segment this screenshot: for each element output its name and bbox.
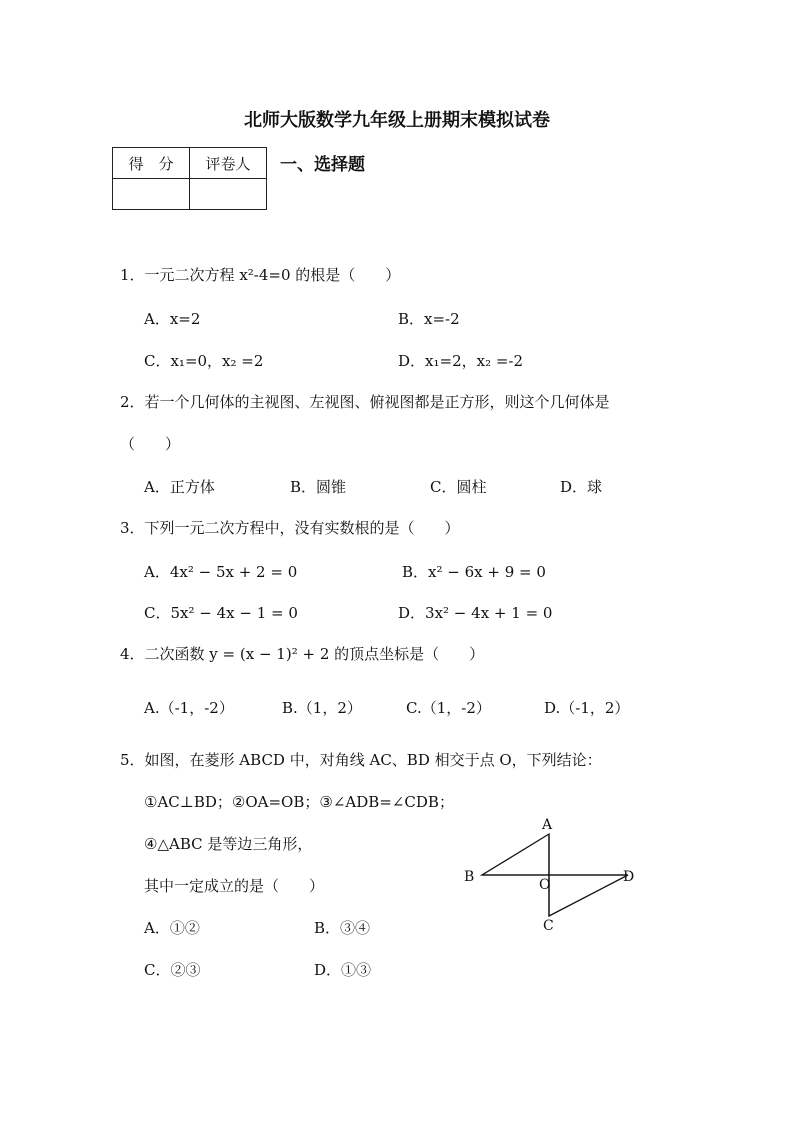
q3-option-a[interactable]: A．4x² − 5x + 2 = 0 [144, 563, 298, 581]
q1-option-a[interactable]: A．x=2 [144, 310, 201, 328]
q5-statements-2: ④△ABC 是等边三角形， [144, 835, 313, 853]
q4-stem: 4．二次函数 y = (x − 1)² + 2 的顶点坐标是（ ） [120, 645, 485, 663]
q1-stem-a: 1．一元二次方程 [120, 266, 240, 284]
q2-stem: 2．若一个几何体的主视图、左视图、俯视图都是正方形，则这个几何体是 [120, 393, 610, 411]
score-cell[interactable] [113, 179, 190, 210]
grader-header: 评卷人 [190, 148, 267, 179]
q2-option-b[interactable]: B．圆锥 [290, 478, 347, 496]
q3-option-d[interactable]: D．3x² − 4x + 1 = 0 [398, 604, 553, 622]
q5-option-b[interactable]: B．③④ [314, 919, 371, 937]
q5-option-a[interactable]: A．①② [144, 919, 200, 937]
q5-option-d[interactable]: D．①③ [314, 961, 372, 979]
label-o: O [539, 877, 551, 893]
q3-option-c[interactable]: C．5x² − 4x − 1 = 0 [144, 604, 298, 622]
q2-option-d[interactable]: D．球 [560, 478, 603, 496]
page-title: 北师大版数学九年级上册期末模拟试卷 [244, 110, 550, 131]
q1-stem-b: 的根是（ ） [290, 266, 401, 284]
rhombus-figure [455, 812, 645, 937]
q5-statements-1: ①AC⊥BD；②OA=OB；③∠ADB=∠CDB； [144, 793, 454, 811]
q5-stem: 5．如图，在菱形 ABCD 中，对角线 AC、BD 相交于点 O，下列结论： [120, 751, 602, 769]
q2-paren: （ ） [120, 435, 181, 453]
q1-option-b[interactable]: B．x=-2 [398, 310, 460, 328]
q4-option-b[interactable]: B.（1，2） [282, 699, 362, 717]
q4-option-c[interactable]: C.（1，-2） [406, 699, 491, 717]
label-a: A [542, 817, 553, 833]
q5-question: 其中一定成立的是（ ） [144, 877, 325, 895]
q1-option-c[interactable]: C．x₁=0，x₂ =2 [144, 352, 264, 370]
q5-option-c[interactable]: C．②③ [144, 961, 201, 979]
q4-option-d[interactable]: D.（-1，2） [544, 699, 630, 717]
q4-option-a[interactable]: A.（-1，-2） [144, 699, 234, 717]
q1-equation: x²-4=0 [239, 266, 291, 284]
q1-stem [120, 264, 400, 285]
label-c: C [543, 918, 554, 934]
q1-option-d[interactable]: D．x₁=2，x₂ =-2 [398, 352, 524, 370]
q2-option-c[interactable]: C．圆柱 [430, 478, 487, 496]
grader-cell[interactable] [190, 179, 267, 210]
label-d: D [623, 869, 635, 885]
section-title: 一、选择题 [280, 155, 365, 175]
score-header: 得 分 [113, 148, 190, 179]
q2-option-a[interactable]: A．正方体 [144, 478, 215, 496]
q3-option-b[interactable]: B．x² − 6x + 9 = 0 [402, 563, 546, 581]
score-table [112, 147, 267, 210]
q3-stem: 3．下列一元二次方程中，没有实数根的是（ ） [120, 519, 460, 537]
label-b: B [464, 869, 475, 885]
